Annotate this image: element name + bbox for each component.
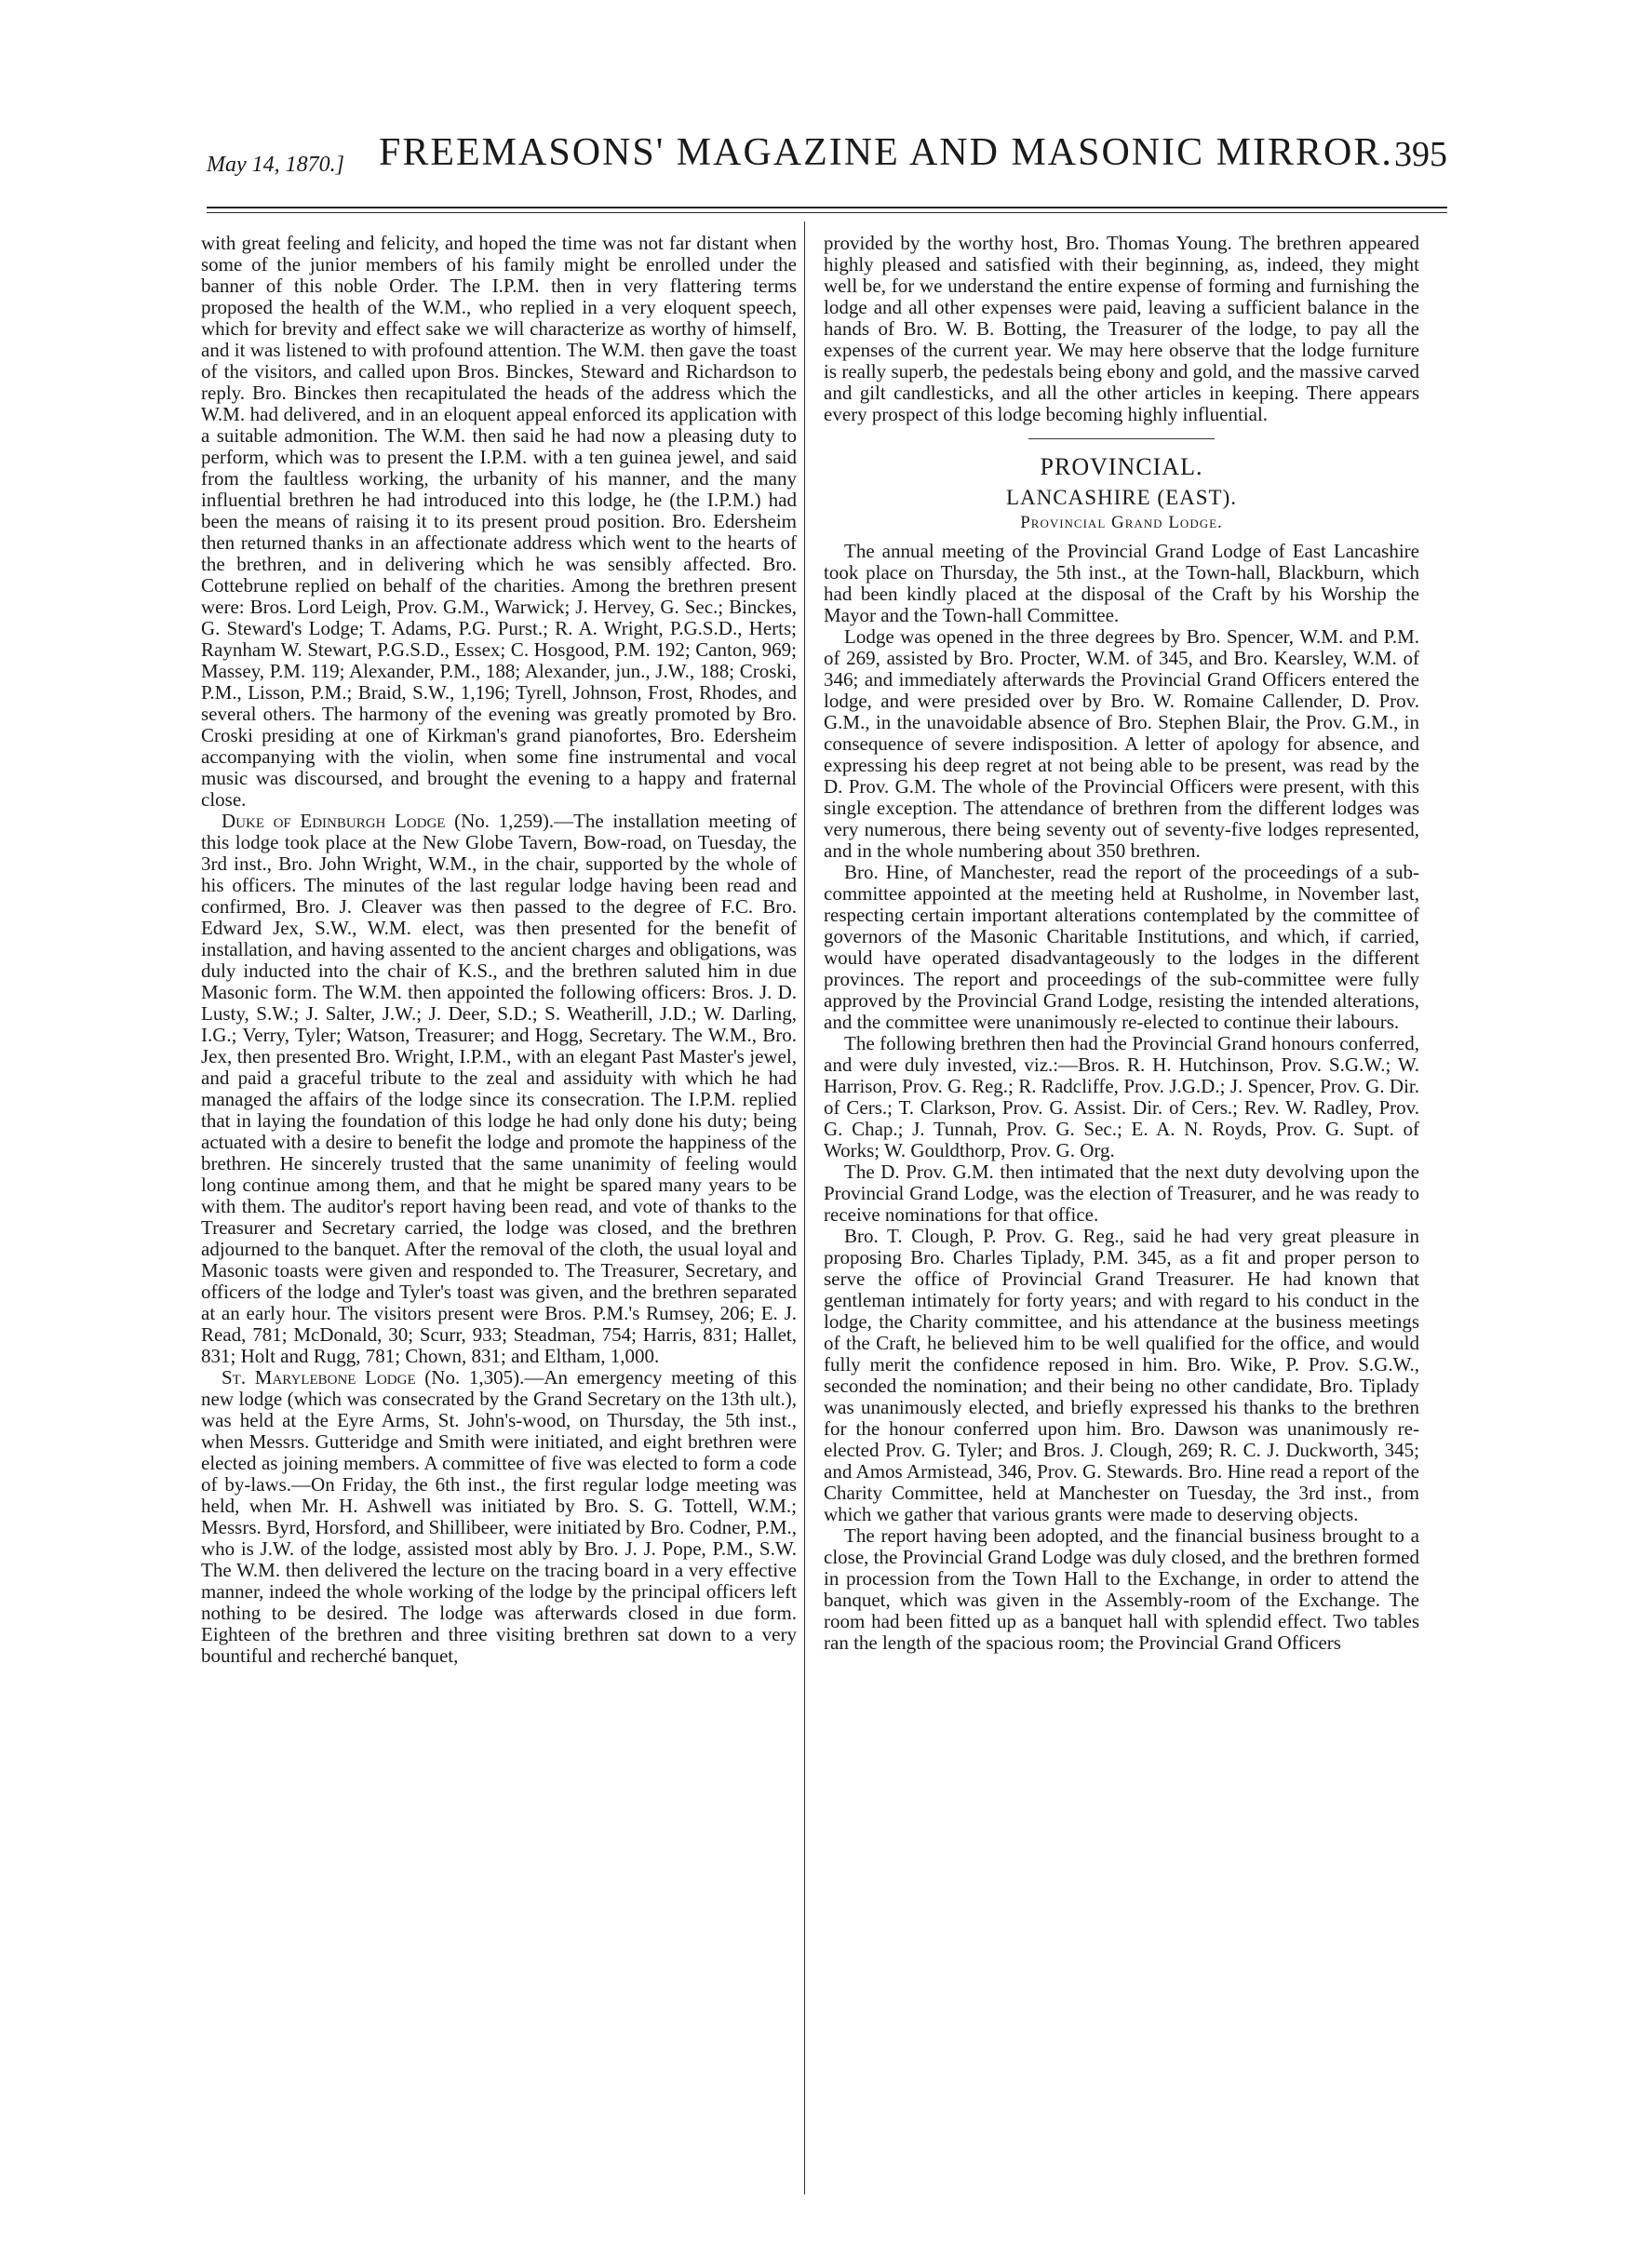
page-header	[207, 112, 1447, 177]
left-column	[201, 233, 797, 1667]
lodge-name: St. Marylebone Lodge	[222, 1366, 416, 1389]
column-divider	[804, 221, 805, 2194]
paragraph: The report having been adopted, and the financial business brought to a close, the Provincial Grand Lodge was duly closed, and the brethren formed in procession from the Town Hall to the Exchange, in order to attend the banquet, which was given in the Assembly-room of the Exchange. The room had been fitted up as a banquet hall with splendid effect. Two tables ran the length of the spacious room; the Provincial Grand Officers	[824, 1524, 1419, 1654]
magazine-title: FREEMASONS' MAGAZINE AND MASONIC MIRROR.	[379, 131, 1393, 174]
paragraph-text: (No. 1,305).—An emergency meeting of this new lodge (which was consecrated by the Grand Secretary on the 13th ult.), was held at the Eyre Arms, St. John's-wood, on Thursday, the 5th inst., when Messrs. Gutteridge and Smith were initiated, and eight brethren were elected as joining members. A committee of five was elected to form a code of by-laws.—On Friday, the 6th inst., the first regular lodge meeting was held, when Mr. H. Ashwell was initiated by Bro. S. G. Tottell, W.M.; Messrs. Byrd, Horsford, and Shillibeer, were initiated by Bro. Codner, P.M., who is J.W. of the lodge, assisted most ably by Bro. J. J. Pope, P.M., S.W. The W.M. then delivered the lecture on the tracing board in a very effective manner, indeed the whole working of the lodge by the principal officers left nothing to be desired. The lodge was afterwards closed in due form. Eighteen of the brethren and three visiting brethren sat down to a very bountiful and recherché banquet,	[201, 1366, 797, 1667]
paragraph: The following brethren then had the Provincial Grand honours conferred, and were duly invested, viz.:—Bros. R. H. Hutchinson, Prov. S.G.W.; W. Harrison, Prov. G. Reg.; R. Radcliffe, Prov. J.G.D.; J. Spencer, Prov. G. Dir. of Cers.; T. Clarkson, Prov. G. Assist. Dir. of Cers.; Rev. W. Radley, Prov. G. Chap.; J. Tunnah, Prov. G. Sec.; E. A. N. Royds, Prov. G. Supt. of Works; W. Gouldthorp, Prov. G. Org.	[824, 1032, 1419, 1161]
paragraph: The annual meeting of the Provincial Grand Lodge of East Lancashire took place on Thursday, the 5th inst., at the Town-hall, Blackburn, which had been kindly placed at the disposal of the Craft by his Worship the Mayor and the Town-hall Committee.	[824, 540, 1419, 626]
header-rule-thin	[207, 212, 1447, 213]
lodge-name: Duke of Edinburgh Lodge	[222, 810, 446, 832]
paragraph: The D. Prov. G.M. then intimated that the next duty devolving upon the Provincial Grand Lodge, was the election of Treasurer, and he was ready to receive nominations for that office.	[824, 1161, 1419, 1226]
right-column	[824, 233, 1419, 1654]
paragraph-text: (No. 1,259).—The installation meeting of this lodge took place at the New Globe Tavern, Bow-road, on Tuesday, the 3rd inst., Bro. John Wright, W.M., in the chair, supported by the whole of his officers. The minutes of the last regular lodge having been read and confirmed, Bro. J. Cleaver was then passed to the degree of F.C. Bro. Edward Jex, S.W., W.M. elect, was then presented for the benefit of installation, and having assented to the ancient charges and obligations, was duly inducted into the chair of K.S., and the brethren saluted him in due Masonic form. The W.M. then appointed the following officers: Bros. J. D. Lusty, S.W.; J. Salter, J.W.; J. Deer, S.D.; S. Weatherill, J.D.; W. Darling, I.G.; Verry, Tyler; Watson, Treasurer; and Hogg, Secretary. The W.M., Bro. Jex, then presented Bro. Wright, I.P.M., with an elegant Past Master's jewel, and paid a graceful tribute to the zeal and assiduity with which he had managed the affairs of the lodge since its consecration. The I.P.M. replied that in laying the foundation of this lodge he had only done his duty; being actuated with a desire to benefit the lodge and promote the happiness of the brethren. He sincerely trusted that the same unanimity of feeling would long continue among them, and that he might be spared many years to be with them. The auditor's report having been read, and vote of thanks to the Treasurer and Secretary carried, the lodge was closed, and the brethren adjourned to the banquet. After the removal of the cloth, the usual loyal and Masonic toasts were given and responded to. The Treasurer, Secretary, and officers of the lodge and Tyler's toast was given, and the brethren separated at an early hour. The visitors present were Bros. P.M.'s Rumsey, 206; E. J. Read, 781; McDonald, 30; Scurr, 933; Steadman, 754; Harris, 831; Hallet, 831; Holt and Rugg, 781; Chown, 831; and Eltham, 1,000.	[201, 810, 797, 1367]
subheading: LANCASHIRE (EAST).	[1006, 486, 1237, 509]
header-rule	[207, 207, 1447, 208]
issue-date: May 14, 1870.]	[207, 153, 344, 177]
paragraph: with great feeling and felicity, and hoped the time was not far distant when some of the junior members of his family might be enrolled under the banner of this noble Order. The I.P.M. then in very flattering terms proposed the health of the W.M., who replied in a very eloquent speech, which for brevity and effect sake we will characterize as worthy of himself, and it was listened to with profound attention. The W.M. then gave the toast of the visitors, and called upon Bros. Binckes, Steward and Richardson to reply. Bro. Binckes then recapitulated the heads of the address which the W.M. had delivered, and in an eloquent appeal enforced its application with a suitable admonition. The W.M. then said he had now a pleasing duty to perform, which was to present the I.P.M. with a ten guinea jewel, and said from the faultless working, the urbanity of his manner, and the many influential brethren he had introduced into this lodge, he (the I.P.M.) had been the means of raising it to its present proud position. Bro. Edersheim then returned thanks in an affectionate address which went to the hearts of the brethren, and in delivering which he was sensibly affected. Bro. Cottebrune replied on behalf of the charities. Among the brethren present were: Bros. Lord Leigh, Prov. G.M., Warwick; J. Hervey, G. Sec.; Binckes, G. Steward's Lodge; T. Adams, P.G. Purst.; R. A. Wright, P.G.S.D., Herts; Raynham W. Stewart, P.G.S.D., Essex; C. Hosgood, P.M. 192; Canton, 969; Massey, P.M. 119; Alexander, P.M., 188; Alexander, jun., J.W., 188; Croski, P.M., Lisson, P.M.; Braid, S.W., 1,196; Tyrell, Johnson, Frost, Rhodes, and several others. The harmony of the evening was greatly promoted by Bro. Croski presiding at one of Kirkman's grand pianofortes, Bro. Edersheim accompanying with the violin, when some fine instrumental and vocal music was discoursed, and brought the evening to a happy and fraternal close.	[201, 232, 797, 811]
section-separator	[1028, 438, 1215, 439]
paragraph-duke-of-edinburgh-lodge	[201, 811, 797, 1367]
paragraph: Lodge was opened in the three degrees by Bro. Spencer, W.M. and P.M. of 269, assisted by Bro. Procter, W.M. of 345, and Bro. Kearsley, W.M. of 346; and immediately afterwards the Provincial Grand Officers entered the lodge, and were presided over by Bro. W. Romaine Callender, D. Prov. G.M., in the unavoidable absence of Bro. Stephen Blair, the Prov. G.M., in consequence of severe indisposition. A letter of apology for absence, and expressing his deep regret at not being able to be present, was read by the D. Prov. G.M. The whole of the Provincial Officers were present, with this single exception. The attendance of brethren from the different lodges was very numerous, there being seventy out of seventy-five lodges represented, and in the whole numbering about 350 brethren.	[824, 625, 1419, 862]
section-heading: PROVINCIAL.	[1040, 453, 1203, 480]
page-number: 395	[1394, 135, 1447, 174]
paragraph: provided by the worthy host, Bro. Thomas Young. The brethren appeared highly pleased and satisfied with their beginning, as, indeed, they might well be, for we understand the entire expense of forming and furnishing the lodge and all other expenses were paid, leaving a sufficient balance in the hands of Bro. W. B. Botting, the Treasurer of the lodge, to pay all the expenses of the current year. We may here observe that the lodge furniture is really superb, the pedestals being ebony and gold, and the massive carved and gilt candlesticks, and all the other articles in keeping. There appears every prospect of this lodge becoming highly influential.	[824, 232, 1419, 425]
paragraph: Bro. Hine, of Manchester, read the report of the proceedings of a sub-committee appointed at the meeting held at Rusholme, in November last, respecting certain important alterations contemplated by the committee of governors of the Masonic Charitable Institutions, and which, if carried, would have operated disadvantageously to the lodges in the different provinces. The report and proceedings of the sub-committee were fully approved by the Provincial Grand Lodge, resisting the intended alterations, and the committee were unanimously re-elected to continue their labours.	[824, 861, 1419, 1033]
paragraph: Bro. T. Clough, P. Prov. G. Reg., said he had very great pleasure in proposing Bro. Charles Tiplady, P.M. 345, as a fit and proper person to serve the office of Provincial Grand Treasurer. He had known that gentleman intimately for forty years; and with regard to his conduct in the lodge, the Charity committee, and his attendance at the business meetings of the Craft, he believed him to be well qualified for the office, and would fully merit the confidence reposed in him. Bro. Wike, P. Prov. S.G.W., seconded the nomination; and their being no other candidate, Bro. Tiplady was unanimously elected, and briefly expressed his thanks to the brethren for the honour conferred upon him. Bro. Dawson was unanimously re-elected Prov. G. Tyler; and Bros. J. Clough, 269; R. C. J. Duckworth, 345; and Amos Armistead, 346, Prov. G. Stewards. Bro. Hine read a report of the Charity Committee, held at Manchester on Tuesday, the 3rd inst., from which we gather that various grants were made to deserving objects.	[824, 1225, 1419, 1525]
paragraph-st-marylebone-lodge	[201, 1367, 797, 1667]
subsubheading: Provincial Grand Lodge.	[1020, 513, 1223, 532]
